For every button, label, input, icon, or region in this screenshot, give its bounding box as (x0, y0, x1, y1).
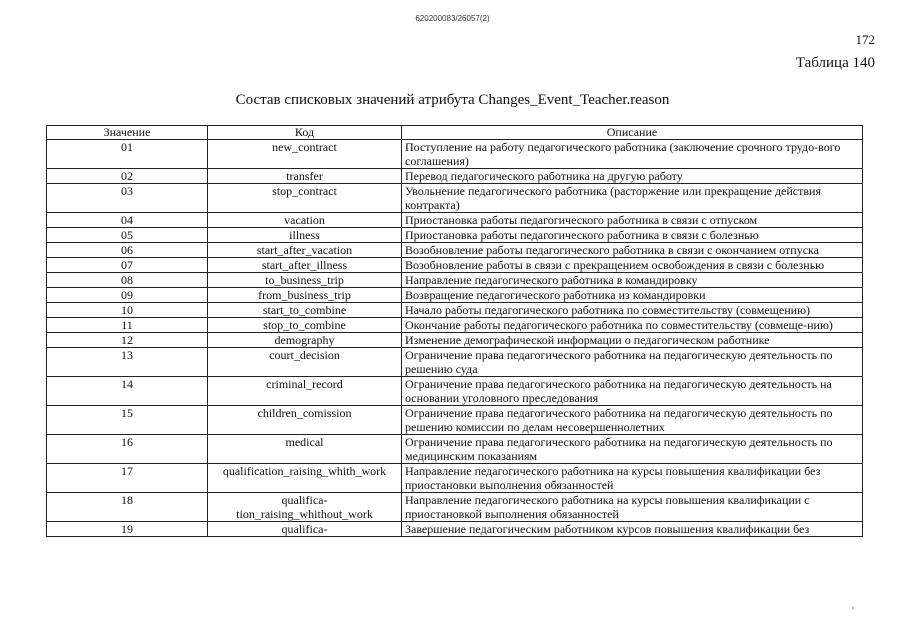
row-description: Изменение демографической информации о педагогическом работнике (402, 333, 863, 348)
column-header-code: Код (208, 126, 402, 140)
row-value: 18 (47, 493, 208, 522)
row-code-line: tion_raising_whithout_work (236, 507, 373, 521)
row-value: 08 (47, 273, 208, 288)
table-header-row (47, 126, 863, 140)
row-value: 07 (47, 258, 208, 273)
row-value: 03 (47, 184, 208, 213)
row-value: 16 (47, 435, 208, 464)
row-code: demography (208, 333, 402, 348)
row-description: Поступление на работу педагогического работника (заключение срочного трудо-вого соглашения) (402, 140, 863, 169)
table-row (47, 184, 863, 213)
row-description: Направление педагогического работника на курсы повышения квалификации без приостановки выполнения обязанностей (402, 464, 863, 493)
column-header-description: Описание (402, 126, 863, 140)
row-description: Начало работы педагогического работника по совместительству (совмещению) (402, 303, 863, 318)
row-description: Ограничение права педагогического работника на педагогическую деятельность по решению комиссии по делам несовершеннолетних (402, 406, 863, 435)
row-code: to_business_trip (208, 273, 402, 288)
row-value: 11 (47, 318, 208, 333)
row-description: Увольнение педагогического работника (расторжение или прекращение действия контракта) (402, 184, 863, 213)
row-code: qualification_raising_whith_work (208, 464, 402, 493)
table-label: Таблица 140 (795, 55, 875, 71)
table-title: Состав списковых значений атрибута Changes_Event_Teacher.reason (235, 92, 670, 108)
row-description: Ограничение права педагогического работника на педагогическую деятельность на основании уголовного преследования (402, 377, 863, 406)
row-value: 02 (47, 169, 208, 184)
row-value: 10 (47, 303, 208, 318)
row-code: new_contract (208, 140, 402, 169)
table-row (47, 377, 863, 406)
row-description: Перевод педагогического работника на другую работу (402, 169, 863, 184)
table-row (47, 273, 863, 288)
row-code: qualifica- (208, 522, 402, 537)
row-description: Приостановка работы педагогического работника в связи с отпуском (402, 213, 863, 228)
row-value: 04 (47, 213, 208, 228)
row-description: Завершение педагогическим работником курсов повышения квалификации без (402, 522, 863, 537)
table-row (47, 303, 863, 318)
row-value: 05 (47, 228, 208, 243)
table-row (47, 333, 863, 348)
row-value: 14 (47, 377, 208, 406)
row-value: 12 (47, 333, 208, 348)
table-row (47, 348, 863, 377)
table-row (47, 406, 863, 435)
row-description: Ограничение права педагогического работника на педагогическую деятельность по решению суда (402, 348, 863, 377)
row-description: Ограничение права педагогического работника на педагогическую деятельность по медицинским показаниям (402, 435, 863, 464)
row-code: medical (208, 435, 402, 464)
row-description: Возобновление работы в связи с прекращением освобождения в связи с болезнью (402, 258, 863, 273)
row-code: from_business_trip (208, 288, 402, 303)
row-code: criminal_record (208, 377, 402, 406)
table-row (47, 522, 863, 537)
row-code-line: qualifica- (281, 493, 328, 507)
row-code: transfer (208, 169, 402, 184)
table-row (47, 258, 863, 273)
column-header-value: Значение (47, 126, 208, 140)
page-number: 172 (855, 32, 875, 47)
row-code: stop_to_combine (208, 318, 402, 333)
row-description: Направление педагогического работника в командировку (402, 273, 863, 288)
row-description: Возвращение педагогического работника из командировки (402, 288, 863, 303)
table-row (47, 213, 863, 228)
row-value: 01 (47, 140, 208, 169)
row-description: Направление педагогического работника на курсы повышения квалификации с приостановкой выполнения обязанностей (402, 493, 863, 522)
row-code: start_after_illness (208, 258, 402, 273)
table-row (47, 318, 863, 333)
document-code: 620200083/26057(2) (415, 14, 490, 23)
row-value: 13 (47, 348, 208, 377)
row-description: Окончание работы педагогического работника по совместительству (совмеще-нию) (402, 318, 863, 333)
table-row (47, 435, 863, 464)
row-value: 09 (47, 288, 208, 303)
row-description: Возобновление работы педагогического работника в связи с окончанием отпуска (402, 243, 863, 258)
reason-values-table (46, 125, 863, 537)
row-description: Приостановка работы педагогического работника в связи с болезнью (402, 228, 863, 243)
table-row (47, 493, 863, 522)
row-code: children_comission (208, 406, 402, 435)
row-code: court_decision (208, 348, 402, 377)
scan-speck (852, 607, 854, 609)
table-row (47, 228, 863, 243)
row-code: start_to_combine (208, 303, 402, 318)
row-value: 17 (47, 464, 208, 493)
table-row (47, 288, 863, 303)
row-code: start_after_vacation (208, 243, 402, 258)
table-row (47, 464, 863, 493)
row-value: 06 (47, 243, 208, 258)
table-row (47, 140, 863, 169)
row-code: illness (208, 228, 402, 243)
row-value: 19 (47, 522, 208, 537)
table-row (47, 169, 863, 184)
row-code: vacation (208, 213, 402, 228)
row-value: 15 (47, 406, 208, 435)
table-row (47, 243, 863, 258)
row-code: stop_contract (208, 184, 402, 213)
row-code (208, 493, 402, 522)
